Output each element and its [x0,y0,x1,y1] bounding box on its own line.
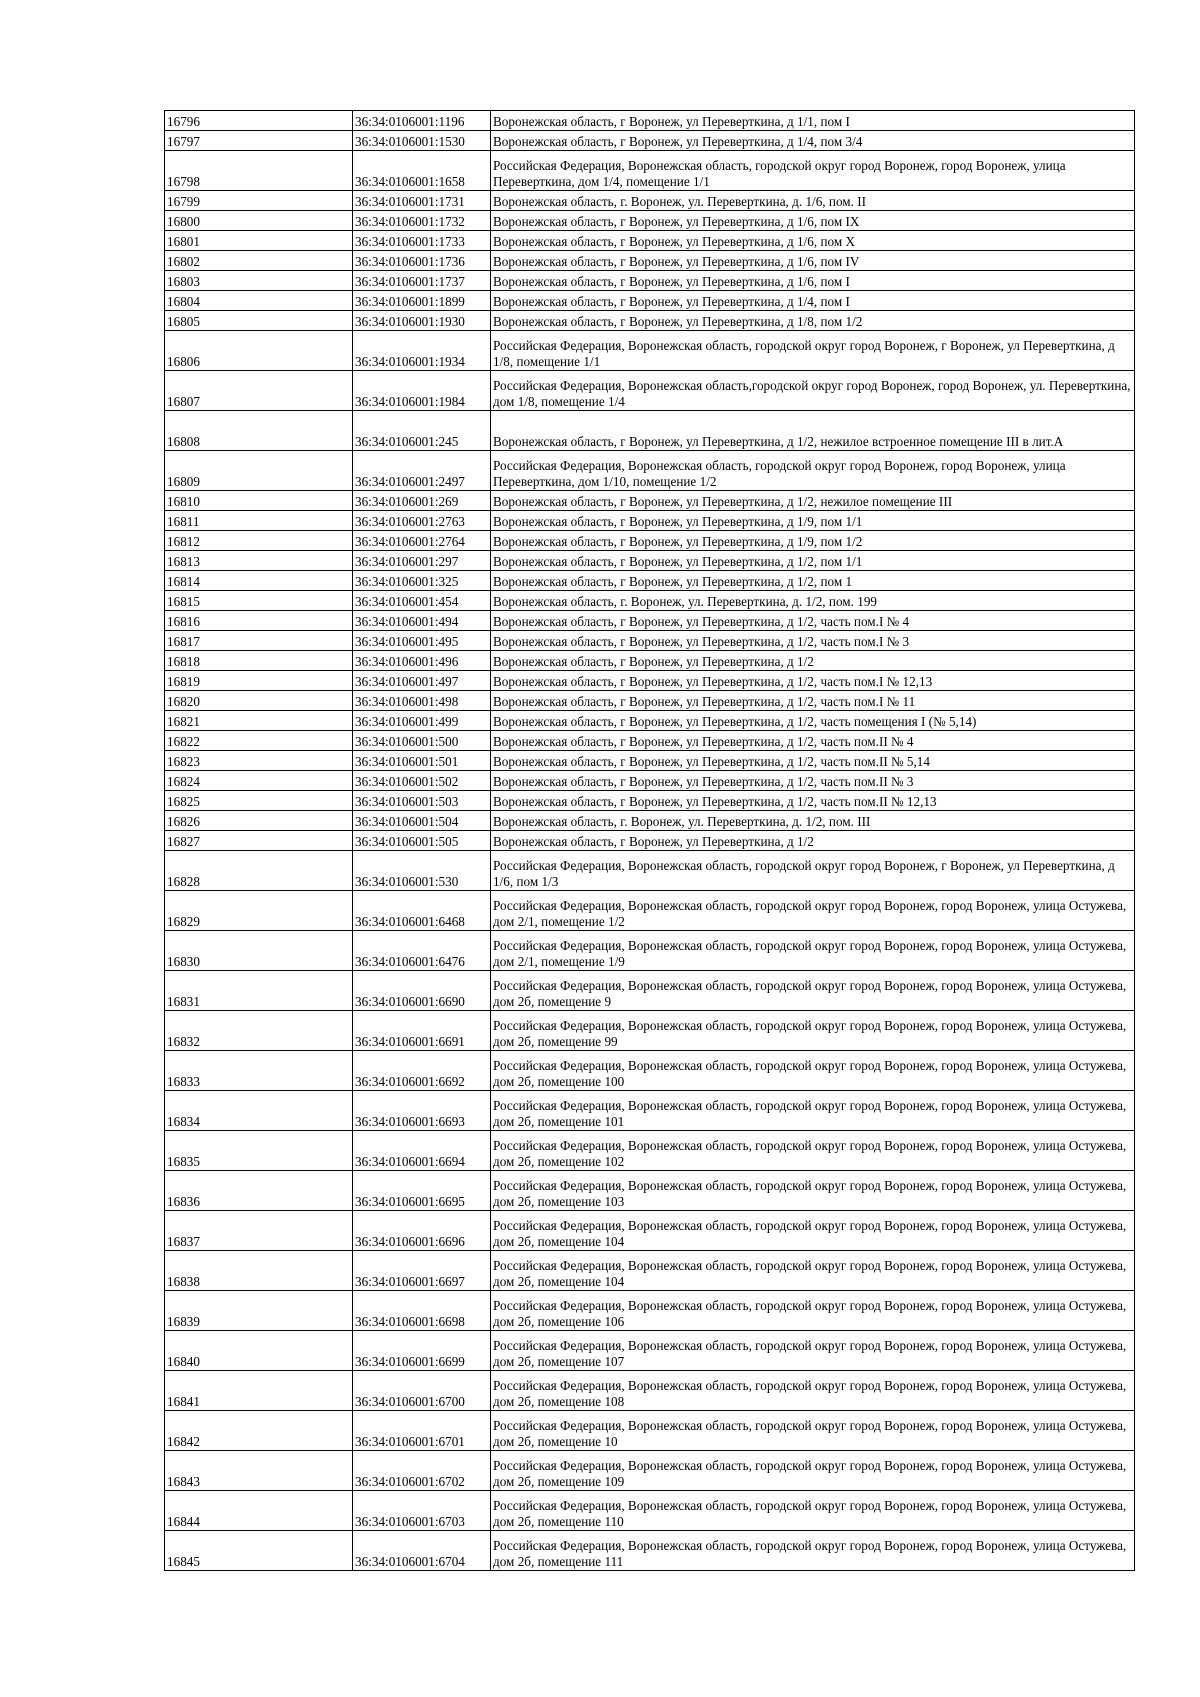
address: Российская Федерация, Воронежская область, городской округ город Воронеж, город Воронеж, улица Остужева, дом 2б, помещение 104 [491,1211,1135,1251]
row-number: 16817 [165,631,353,651]
table-row [165,611,1135,631]
address: Российская Федерация, Воронежская область, городской округ город Воронеж, город Воронеж, улица Остужева, дом 2б, помещение 107 [491,1331,1135,1371]
cadastral-number: 36:34:0106001:6696 [353,1211,491,1251]
row-number: 16804 [165,291,353,311]
table-row [165,411,1135,451]
property-register-table [164,110,1135,1571]
address: Российская Федерация, Воронежская область,городской округ город Воронеж, город Воронеж, ул. Переверткина, дом 1/8, помещение 1/4 [491,371,1135,411]
row-number: 16834 [165,1091,353,1131]
table-row [165,1371,1135,1411]
cadastral-number: 36:34:0106001:6690 [353,971,491,1011]
table-row [165,771,1135,791]
table-row [165,191,1135,211]
table-row [165,591,1135,611]
row-number: 16821 [165,711,353,731]
table-row [165,231,1135,251]
address: Воронежская область, г Воронеж, ул Переверткина, д 1/6, пом I [491,271,1135,291]
address: Воронежская область, г Воронеж, ул Переверткина, д 1/6, пом IV [491,251,1135,271]
row-number: 16824 [165,771,353,791]
table-row [165,891,1135,931]
address: Воронежская область, г. Воронеж, ул. Переверткина, д. 1/6, пом. II [491,191,1135,211]
table-row [165,251,1135,271]
cadastral-number: 36:34:0106001:504 [353,811,491,831]
cadastral-number: 36:34:0106001:1733 [353,231,491,251]
row-number: 16828 [165,851,353,891]
row-number: 16805 [165,311,353,331]
table-row [165,311,1135,331]
row-number: 16826 [165,811,353,831]
address: Воронежская область, г Воронеж, ул Переверткина, д 1/2, нежилое встроенное помещение III в лит.А [491,411,1135,451]
cadastral-number: 36:34:0106001:495 [353,631,491,651]
address: Воронежская область, г Воронеж, ул Переверткина, д 1/2, часть пом.II № 3 [491,771,1135,791]
table-row [165,1291,1135,1331]
row-number: 16796 [165,111,353,131]
row-number: 16801 [165,231,353,251]
table-row [165,1531,1135,1571]
address: Воронежская область, г Воронеж, ул Переверткина, д 1/2, нежилое помещение III [491,491,1135,511]
row-number: 16832 [165,1011,353,1051]
row-number: 16823 [165,751,353,771]
table-row [165,811,1135,831]
table-row [165,1091,1135,1131]
cadastral-number: 36:34:0106001:501 [353,751,491,771]
cadastral-number: 36:34:0106001:2764 [353,531,491,551]
row-number: 16843 [165,1451,353,1491]
cadastral-number: 36:34:0106001:6702 [353,1451,491,1491]
row-number: 16845 [165,1531,353,1571]
row-number: 16809 [165,451,353,491]
address: Воронежская область, г Воронеж, ул Переверткина, д 1/6, пом X [491,231,1135,251]
cadastral-number: 36:34:0106001:498 [353,691,491,711]
address: Воронежская область, г Воронеж, ул Переверткина, д 1/9, пом 1/2 [491,531,1135,551]
table-row [165,651,1135,671]
table-row [165,1331,1135,1371]
address: Воронежская область, г Воронеж, ул Переверткина, д 1/2, часть пом.I № 4 [491,611,1135,631]
cadastral-number: 36:34:0106001:1984 [353,371,491,411]
table-row [165,211,1135,231]
cadastral-number: 36:34:0106001:1899 [353,291,491,311]
cadastral-number: 36:34:0106001:1731 [353,191,491,211]
row-number: 16814 [165,571,353,591]
address: Воронежская область, г Воронеж, ул Переверткина, д 1/4, пом I [491,291,1135,311]
row-number: 16799 [165,191,353,211]
cadastral-number: 36:34:0106001:1732 [353,211,491,231]
table-row [165,791,1135,811]
cadastral-number: 36:34:0106001:2497 [353,451,491,491]
address: Российская Федерация, Воронежская область, городской округ город Воронеж, город Воронеж, улица Остужева, дом 2б, помещение 100 [491,1051,1135,1091]
address: Российская Федерация, Воронежская область, городской округ город Воронеж, город Воронеж, улица Остужева, дом 2б, помещение 111 [491,1531,1135,1571]
cadastral-number: 36:34:0106001:6701 [353,1411,491,1451]
table-body [165,111,1135,1571]
row-number: 16844 [165,1491,353,1531]
address: Воронежская область, г Воронеж, ул Переверткина, д 1/2, часть пом.I № 3 [491,631,1135,651]
row-number: 16825 [165,791,353,811]
address: Воронежская область, г. Воронеж, ул. Переверткина, д. 1/2, пом. III [491,811,1135,831]
cadastral-number: 36:34:0106001:1930 [353,311,491,331]
table-row [165,451,1135,491]
table-row [165,331,1135,371]
row-number: 16816 [165,611,353,631]
cadastral-number: 36:34:0106001:2763 [353,511,491,531]
table-row [165,1491,1135,1531]
address: Воронежская область, г Воронеж, ул Переверткина, д 1/2, пом 1/1 [491,551,1135,571]
table-row [165,571,1135,591]
cadastral-number: 36:34:0106001:6694 [353,1131,491,1171]
cadastral-number: 36:34:0106001:6693 [353,1091,491,1131]
cadastral-number: 36:34:0106001:6704 [353,1531,491,1571]
row-number: 16812 [165,531,353,551]
table-row [165,971,1135,1011]
cadastral-number: 36:34:0106001:6695 [353,1171,491,1211]
address: Российская Федерация, Воронежская область, городской округ город Воронеж, г Воронеж, ул Переверткина, д 1/6, пом 1/3 [491,851,1135,891]
table-row [165,1411,1135,1451]
address: Воронежская область, г Воронеж, ул Переверткина, д 1/4, пом 3/4 [491,131,1135,151]
cadastral-number: 36:34:0106001:1737 [353,271,491,291]
cadastral-number: 36:34:0106001:6692 [353,1051,491,1091]
table-row [165,1251,1135,1291]
cadastral-number: 36:34:0106001:505 [353,831,491,851]
address: Воронежская область, г Воронеж, ул Переверткина, д 1/2, часть пом.II № 12,13 [491,791,1135,811]
cadastral-number: 36:34:0106001:494 [353,611,491,631]
cadastral-number: 36:34:0106001:503 [353,791,491,811]
cadastral-number: 36:34:0106001:454 [353,591,491,611]
table-row [165,711,1135,731]
table-row [165,851,1135,891]
row-number: 16822 [165,731,353,751]
row-number: 16808 [165,411,353,451]
table-row [165,551,1135,571]
table-row [165,491,1135,511]
address: Воронежская область, г. Воронеж, ул. Переверткина, д. 1/2, пом. 199 [491,591,1135,611]
table-row [165,751,1135,771]
cadastral-number: 36:34:0106001:496 [353,651,491,671]
table-row [165,631,1135,651]
row-number: 16820 [165,691,353,711]
table-row [165,111,1135,131]
address: Воронежская область, г Воронеж, ул Переверткина, д 1/8, пом 1/2 [491,311,1135,331]
cadastral-number: 36:34:0106001:500 [353,731,491,751]
address: Воронежская область, г Воронеж, ул Переверткина, д 1/2, часть пом.I № 11 [491,691,1135,711]
cadastral-number: 36:34:0106001:6699 [353,1331,491,1371]
cadastral-number: 36:34:0106001:325 [353,571,491,591]
row-number: 16839 [165,1291,353,1331]
cadastral-number: 36:34:0106001:499 [353,711,491,731]
address: Российская Федерация, Воронежская область, городской округ город Воронеж, город Воронеж, улица Остужева, дом 2б, помещение 101 [491,1091,1135,1131]
address: Российская Федерация, Воронежская область, городской округ город Воронеж, город Воронеж, улица Остужева, дом 2б, помещение 104 [491,1251,1135,1291]
cadastral-number: 36:34:0106001:1530 [353,131,491,151]
address: Воронежская область, г Воронеж, ул Переверткина, д 1/2, часть пом.I № 12,13 [491,671,1135,691]
table-row [165,131,1135,151]
row-number: 16797 [165,131,353,151]
row-number: 16819 [165,671,353,691]
row-number: 16798 [165,151,353,191]
cadastral-number: 36:34:0106001:530 [353,851,491,891]
table-row [165,151,1135,191]
row-number: 16838 [165,1251,353,1291]
table-row [165,511,1135,531]
table-row [165,1011,1135,1051]
table-row [165,1131,1135,1171]
address: Воронежская область, г Воронеж, ул Переверткина, д 1/2 [491,831,1135,851]
cadastral-number: 36:34:0106001:6691 [353,1011,491,1051]
table-row [165,1451,1135,1491]
row-number: 16833 [165,1051,353,1091]
table-row [165,931,1135,971]
address: Воронежская область, г Воронеж, ул Переверткина, д 1/2, часть пом.II № 4 [491,731,1135,751]
address: Воронежская область, г Воронеж, ул Переверткина, д 1/2, часть пом.II № 5,14 [491,751,1135,771]
address: Российская Федерация, Воронежская область, городской округ город Воронеж, город Воронеж, улица Остужева, дом 2б, помещение 110 [491,1491,1135,1531]
table-row [165,1051,1135,1091]
table-row [165,691,1135,711]
row-number: 16807 [165,371,353,411]
row-number: 16803 [165,271,353,291]
cadastral-number: 36:34:0106001:6697 [353,1251,491,1291]
cadastral-number: 36:34:0106001:6698 [353,1291,491,1331]
table-row [165,531,1135,551]
row-number: 16815 [165,591,353,611]
row-number: 16831 [165,971,353,1011]
row-number: 16835 [165,1131,353,1171]
address: Воронежская область, г Воронеж, ул Переверткина, д 1/2, часть помещения I (№ 5,14) [491,711,1135,731]
row-number: 16841 [165,1371,353,1411]
table-row [165,1211,1135,1251]
document-page [164,110,1134,1571]
address: Воронежская область, г Воронеж, ул Переверткина, д 1/9, пом 1/1 [491,511,1135,531]
row-number: 16829 [165,891,353,931]
address: Воронежская область, г Воронеж, ул Переверткина, д 1/2 [491,651,1135,671]
cadastral-number: 36:34:0106001:6468 [353,891,491,931]
table-row [165,731,1135,751]
address: Российская Федерация, Воронежская область, городской округ город Воронеж, г Воронеж, ул Переверткина, д 1/8, помещение 1/1 [491,331,1135,371]
address: Российская Федерация, Воронежская область, городской округ город Воронеж, город Воронеж, улица Остужева, дом 2б, помещение 10 [491,1411,1135,1451]
cadastral-number: 36:34:0106001:502 [353,771,491,791]
cadastral-number: 36:34:0106001:269 [353,491,491,511]
table-row [165,291,1135,311]
row-number: 16818 [165,651,353,671]
row-number: 16810 [165,491,353,511]
row-number: 16837 [165,1211,353,1251]
row-number: 16842 [165,1411,353,1451]
table-row [165,831,1135,851]
table-row [165,1171,1135,1211]
address: Российская Федерация, Воронежская область, городской округ город Воронеж, город Воронеж, улица Остужева, дом 2/1, помещение 1/9 [491,931,1135,971]
cadastral-number: 36:34:0106001:297 [353,551,491,571]
address: Российская Федерация, Воронежская область, городской округ город Воронеж, город Воронеж, улица Остужева, дом 2б, помещение 108 [491,1371,1135,1411]
address: Российская Федерация, Воронежская область, городской округ город Воронеж, город Воронеж, улица Остужева, дом 2б, помещение 9 [491,971,1135,1011]
address: Российская Федерация, Воронежская область, городской округ город Воронеж, город Воронеж, улица Переверткина, дом 1/10, помещение 1/2 [491,451,1135,491]
cadastral-number: 36:34:0106001:245 [353,411,491,451]
address: Российская Федерация, Воронежская область, городской округ город Воронеж, город Воронеж, улица Переверткина, дом 1/4, помещение 1/1 [491,151,1135,191]
row-number: 16827 [165,831,353,851]
address: Российская Федерация, Воронежская область, городской округ город Воронеж, город Воронеж, улица Остужева, дом 2б, помещение 102 [491,1131,1135,1171]
cadastral-number: 36:34:0106001:1196 [353,111,491,131]
cadastral-number: 36:34:0106001:1934 [353,331,491,371]
row-number: 16830 [165,931,353,971]
address: Воронежская область, г Воронеж, ул Переверткина, д 1/1, пом I [491,111,1135,131]
address: Российская Федерация, Воронежская область, городской округ город Воронеж, город Воронеж, улица Остужева, дом 2б, помещение 103 [491,1171,1135,1211]
cadastral-number: 36:34:0106001:6703 [353,1491,491,1531]
cadastral-number: 36:34:0106001:1658 [353,151,491,191]
table-row [165,271,1135,291]
address: Воронежская область, г Воронеж, ул Переверткина, д 1/6, пом IX [491,211,1135,231]
row-number: 16800 [165,211,353,231]
address: Российская Федерация, Воронежская область, городской округ город Воронеж, город Воронеж, улица Остужева, дом 2б, помещение 99 [491,1011,1135,1051]
row-number: 16836 [165,1171,353,1211]
address: Российская Федерация, Воронежская область, городской округ город Воронеж, город Воронеж, улица Остужева, дом 2б, помещение 106 [491,1291,1135,1331]
row-number: 16813 [165,551,353,571]
address: Воронежская область, г Воронеж, ул Переверткина, д 1/2, пом 1 [491,571,1135,591]
row-number: 16802 [165,251,353,271]
row-number: 16806 [165,331,353,371]
row-number: 16811 [165,511,353,531]
cadastral-number: 36:34:0106001:497 [353,671,491,691]
address: Российская Федерация, Воронежская область, городской округ город Воронеж, город Воронеж, улица Остужева, дом 2/1, помещение 1/2 [491,891,1135,931]
address: Российская Федерация, Воронежская область, городской округ город Воронеж, город Воронеж, улица Остужева, дом 2б, помещение 109 [491,1451,1135,1491]
cadastral-number: 36:34:0106001:1736 [353,251,491,271]
table-row [165,371,1135,411]
row-number: 16840 [165,1331,353,1371]
cadastral-number: 36:34:0106001:6700 [353,1371,491,1411]
table-row [165,671,1135,691]
cadastral-number: 36:34:0106001:6476 [353,931,491,971]
